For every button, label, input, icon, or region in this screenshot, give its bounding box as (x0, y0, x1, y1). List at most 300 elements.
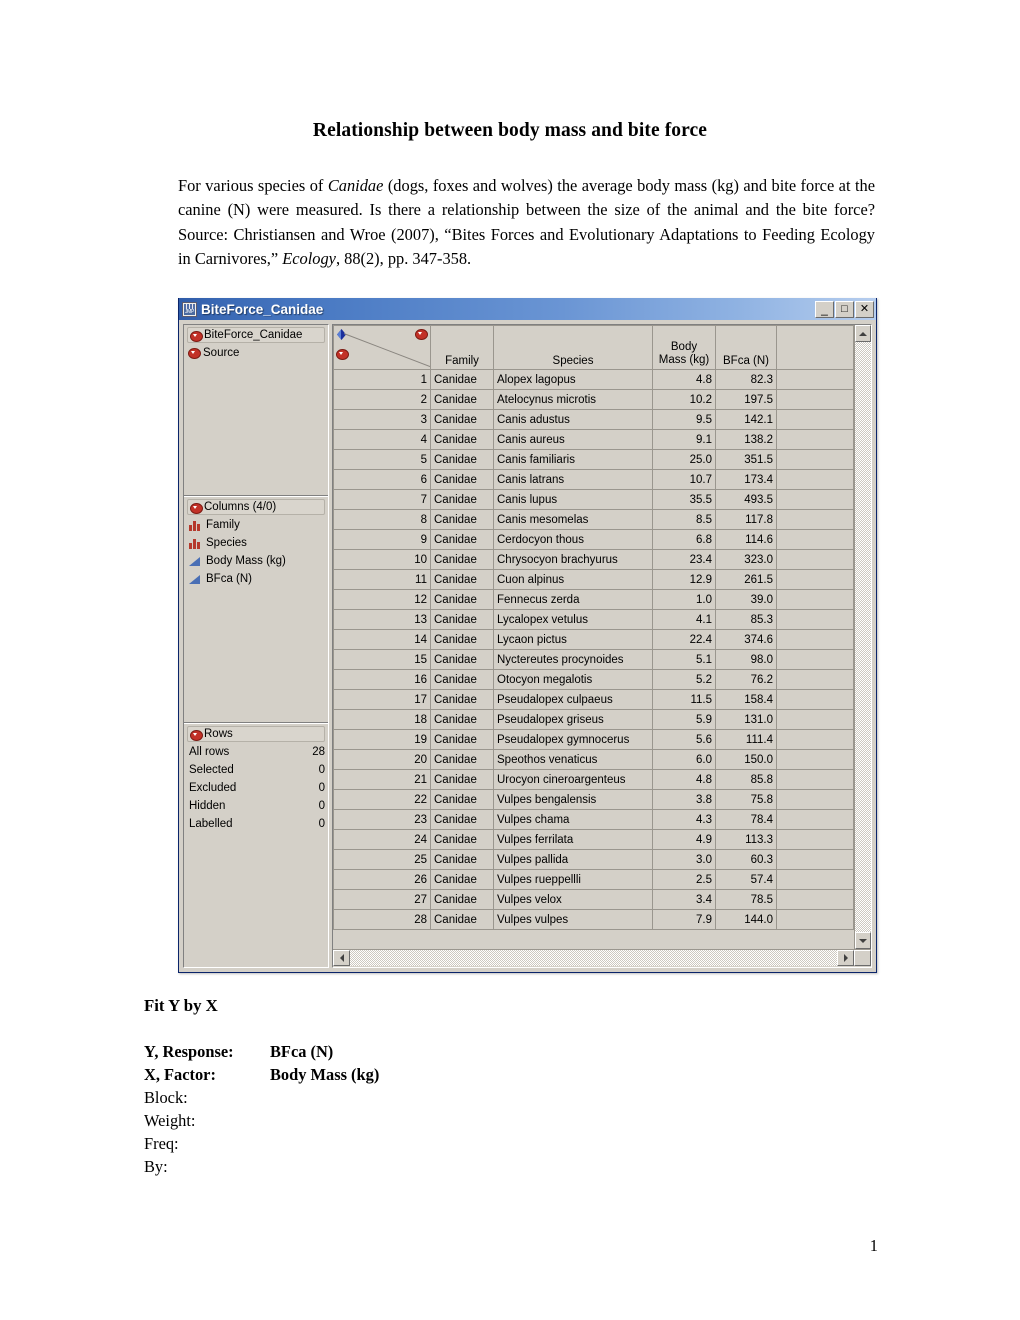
cell-body-mass[interactable]: 23.4 (653, 550, 716, 570)
column-header-empty (777, 326, 854, 370)
cell-species[interactable]: Vulpes rueppellli (494, 870, 653, 890)
header-line-2: Mass (kg) (658, 354, 710, 366)
row-number[interactable]: 7 (334, 490, 431, 510)
columns-menu-triangle-icon[interactable] (415, 329, 426, 338)
cell-species[interactable]: Fennecus zerda (494, 590, 653, 610)
cell-family[interactable]: Canidae (431, 650, 494, 670)
cell-body-mass[interactable]: 3.8 (653, 790, 716, 810)
cell-family[interactable]: Canidae (431, 750, 494, 770)
column-item-family[interactable] (184, 516, 328, 534)
cell-empty (777, 450, 854, 470)
analysis-field-row (144, 1132, 379, 1155)
triangle-down-icon (859, 939, 867, 943)
cell-bfca[interactable]: 493.5 (716, 490, 777, 510)
cell-bfca[interactable]: 75.8 (716, 790, 777, 810)
cell-body-mass[interactable]: 4.8 (653, 770, 716, 790)
table-row[interactable] (334, 850, 854, 870)
cell-empty (777, 730, 854, 750)
table-corner-cell[interactable] (334, 326, 431, 370)
table-row[interactable] (334, 570, 854, 590)
table-row[interactable] (334, 510, 854, 530)
row-number[interactable]: 15 (334, 650, 431, 670)
cell-bfca[interactable]: 261.5 (716, 570, 777, 590)
column-label: Species (206, 537, 247, 549)
cell-bfca[interactable]: 39.0 (716, 590, 777, 610)
cell-family[interactable]: Canidae (431, 770, 494, 790)
row-number[interactable]: 24 (334, 830, 431, 850)
table-row[interactable] (334, 670, 854, 690)
cell-bfca[interactable]: 158.4 (716, 690, 777, 710)
rows-stat-row[interactable] (184, 797, 328, 815)
cell-empty (777, 650, 854, 670)
vertical-scrollbar[interactable] (854, 325, 871, 949)
cell-bfca[interactable]: 85.3 (716, 610, 777, 630)
row-number[interactable]: 28 (334, 910, 431, 930)
row-number[interactable]: 9 (334, 530, 431, 550)
minimize-icon: _ (821, 301, 828, 316)
paragraph-text: For various species of (178, 176, 328, 195)
columns-panel (184, 497, 328, 588)
rows-panel (184, 724, 328, 833)
data-table (333, 325, 854, 930)
cell-empty (777, 790, 854, 810)
table-row[interactable] (334, 550, 854, 570)
cell-body-mass[interactable]: 8.5 (653, 510, 716, 530)
intro-paragraph (178, 174, 875, 271)
cell-body-mass[interactable]: 5.6 (653, 730, 716, 750)
analysis-field-label: By: (144, 1157, 168, 1176)
rows-stat-label: All rows (189, 746, 230, 758)
cell-bfca[interactable]: 351.5 (716, 450, 777, 470)
cell-body-mass[interactable]: 22.4 (653, 630, 716, 650)
table-row[interactable] (334, 830, 854, 850)
red-triangle-icon[interactable] (188, 348, 199, 357)
cell-species[interactable]: Pseudalopex griseus (494, 710, 653, 730)
nominal-column-icon (189, 520, 201, 531)
cell-species[interactable]: Canis mesomelas (494, 510, 653, 530)
scroll-down-button[interactable] (855, 932, 871, 949)
cell-bfca[interactable]: 150.0 (716, 750, 777, 770)
cell-body-mass[interactable]: 7.9 (653, 910, 716, 930)
cell-species[interactable]: Vulpes bengalensis (494, 790, 653, 810)
cell-bfca[interactable]: 60.3 (716, 850, 777, 870)
continuous-column-icon (189, 574, 201, 585)
row-number[interactable]: 21 (334, 770, 431, 790)
cell-body-mass[interactable]: 35.5 (653, 490, 716, 510)
cell-bfca[interactable]: 76.2 (716, 670, 777, 690)
cell-family[interactable]: Canidae (431, 490, 494, 510)
rows-stat-value: 0 (318, 782, 325, 794)
cell-species[interactable]: Otocyon megalotis (494, 670, 653, 690)
cell-bfca[interactable]: 111.4 (716, 730, 777, 750)
cell-body-mass[interactable]: 4.9 (653, 830, 716, 850)
analysis-field-value: Body Mass (kg) (270, 1065, 380, 1084)
window-controls (815, 301, 874, 318)
cell-family[interactable]: Canidae (431, 470, 494, 490)
cell-body-mass[interactable]: 6.8 (653, 530, 716, 550)
cell-empty (777, 390, 854, 410)
cell-species[interactable]: Canis lupus (494, 490, 653, 510)
row-number[interactable]: 17 (334, 690, 431, 710)
sidebar-item-source[interactable] (188, 344, 328, 361)
cell-species[interactable]: Lycaon pictus (494, 630, 653, 650)
table-row[interactable] (334, 390, 854, 410)
table-row[interactable] (334, 630, 854, 650)
table-row[interactable] (334, 470, 854, 490)
window-title: BiteForce_Canidae (201, 301, 324, 317)
column-header-family[interactable]: Family (431, 326, 494, 370)
row-number[interactable]: 3 (334, 410, 431, 430)
cell-bfca[interactable]: 117.8 (716, 510, 777, 530)
jmp-app-icon: JMP (182, 302, 197, 317)
cell-bfca[interactable]: 85.8 (716, 770, 777, 790)
rows-stat-value: 0 (318, 764, 325, 776)
cell-species[interactable]: Cuon alpinus (494, 570, 653, 590)
cell-species[interactable]: Alopex lagopus (494, 370, 653, 390)
row-number[interactable]: 25 (334, 850, 431, 870)
table-row[interactable] (334, 770, 854, 790)
cell-species[interactable]: Canis aureus (494, 430, 653, 450)
cell-family[interactable]: Canidae (431, 510, 494, 530)
cell-empty (777, 850, 854, 870)
row-number[interactable]: 1 (334, 370, 431, 390)
cell-bfca[interactable]: 82.3 (716, 370, 777, 390)
cell-body-mass[interactable]: 9.1 (653, 430, 716, 450)
cell-family[interactable]: Canidae (431, 810, 494, 830)
cell-species[interactable]: Vulpes chama (494, 810, 653, 830)
row-number[interactable]: 23 (334, 810, 431, 830)
rows-stat-value: 0 (318, 800, 325, 812)
rows-stat-row[interactable] (184, 815, 328, 833)
table-name-label: BiteForce_Canidae (204, 329, 303, 341)
column-item-body-mass[interactable] (184, 552, 328, 570)
table-sidebar (183, 324, 329, 968)
cell-bfca[interactable]: 78.5 (716, 890, 777, 910)
row-number[interactable]: 13 (334, 610, 431, 630)
table-row[interactable] (334, 590, 854, 610)
table-row[interactable] (334, 430, 854, 450)
cell-family[interactable]: Canidae (431, 730, 494, 750)
cell-empty (777, 690, 854, 710)
maximize-button[interactable] (835, 301, 854, 318)
rows-stat-row[interactable] (184, 779, 328, 797)
scroll-left-button[interactable] (333, 950, 350, 966)
cell-body-mass[interactable]: 10.2 (653, 390, 716, 410)
cell-empty (777, 510, 854, 530)
cell-family[interactable]: Canidae (431, 890, 494, 910)
row-number[interactable]: 11 (334, 570, 431, 590)
cell-family[interactable]: Canidae (431, 850, 494, 870)
cell-bfca[interactable]: 197.5 (716, 390, 777, 410)
analysis-field-row (144, 1109, 379, 1132)
cell-species[interactable]: Pseudalopex culpaeus (494, 690, 653, 710)
table-row[interactable] (334, 790, 854, 810)
cell-bfca[interactable]: 114.6 (716, 530, 777, 550)
column-header-bfca[interactable]: BFca (N) (716, 326, 777, 370)
rows-stat-label: Hidden (189, 800, 226, 812)
triangle-right-icon (844, 954, 848, 962)
page-number: 1 (869, 1236, 878, 1255)
column-label: Body Mass (kg) (206, 555, 286, 567)
table-row[interactable] (334, 710, 854, 730)
cell-species[interactable]: Lycalopex vetulus (494, 610, 653, 630)
red-triangle-icon[interactable] (190, 730, 201, 739)
horizontal-scrollbar[interactable] (333, 949, 871, 967)
rows-stat-label: Excluded (189, 782, 237, 794)
cell-body-mass[interactable]: 9.5 (653, 410, 716, 430)
analysis-heading: Fit Y by X (144, 996, 218, 1015)
row-number[interactable]: 22 (334, 790, 431, 810)
cell-family[interactable]: Canidae (431, 570, 494, 590)
analysis-field-row (144, 1086, 379, 1109)
cell-bfca[interactable]: 57.4 (716, 870, 777, 890)
table-row[interactable] (334, 690, 854, 710)
cell-family[interactable]: Canidae (431, 630, 494, 650)
red-triangle-icon[interactable] (190, 503, 201, 512)
cell-empty (777, 470, 854, 490)
cell-bfca[interactable]: 144.0 (716, 910, 777, 930)
cell-body-mass[interactable]: 5.2 (653, 670, 716, 690)
table-panel (184, 325, 328, 361)
cell-species[interactable]: Vulpes ferrilata (494, 830, 653, 850)
scroll-right-button[interactable] (837, 950, 854, 966)
cell-bfca[interactable]: 78.4 (716, 810, 777, 830)
cell-empty (777, 870, 854, 890)
table-row[interactable] (334, 530, 854, 550)
cell-species[interactable]: Vulpes velox (494, 890, 653, 910)
rows-panel-label: Rows (204, 728, 233, 740)
cell-family[interactable]: Canidae (431, 410, 494, 430)
cell-bfca[interactable]: 98.0 (716, 650, 777, 670)
cell-species[interactable]: Pseudalopex gymnocerus (494, 730, 653, 750)
row-number[interactable]: 16 (334, 670, 431, 690)
minimize-button[interactable] (815, 301, 834, 318)
analysis-field-row (144, 1040, 379, 1063)
cell-family[interactable]: Canidae (431, 830, 494, 850)
cell-body-mass[interactable]: 4.8 (653, 370, 716, 390)
cell-empty (777, 570, 854, 590)
cell-family[interactable]: Canidae (431, 610, 494, 630)
cell-family[interactable]: Canidae (431, 370, 494, 390)
row-number[interactable]: 27 (334, 890, 431, 910)
cell-family[interactable]: Canidae (431, 690, 494, 710)
column-item-species[interactable] (184, 534, 328, 552)
rows-stat-row[interactable] (184, 743, 328, 761)
row-number[interactable]: 18 (334, 710, 431, 730)
paragraph-text: , 88(2), pp. 347-358. (335, 248, 472, 268)
table-name-row[interactable] (187, 327, 325, 343)
analysis-field-label: Block: (144, 1088, 188, 1107)
row-number[interactable]: 12 (334, 590, 431, 610)
rows-stat-label: Selected (189, 764, 234, 776)
analysis-field-value: BFca (N) (270, 1042, 334, 1061)
cell-body-mass[interactable]: 6.0 (653, 750, 716, 770)
column-label: Family (206, 519, 240, 531)
cell-species[interactable]: Vulpes vulpes (494, 910, 653, 930)
cell-body-mass[interactable]: 11.5 (653, 690, 716, 710)
scrollbar-corner (854, 950, 871, 966)
table-row[interactable] (334, 750, 854, 770)
header-line-1: Body (670, 341, 698, 353)
cell-family[interactable]: Canidae (431, 390, 494, 410)
sidebar-gap-top (184, 361, 328, 495)
table-header (334, 326, 854, 370)
table-row[interactable] (334, 450, 854, 470)
cell-empty (777, 610, 854, 630)
table-row[interactable] (334, 730, 854, 750)
window-body (179, 320, 876, 972)
cell-species[interactable]: Cerdocyon thous (494, 530, 653, 550)
analysis-fields (144, 1040, 379, 1178)
jmp-data-table-window (178, 298, 877, 973)
cell-empty (777, 410, 854, 430)
cell-bfca[interactable]: 113.3 (716, 830, 777, 850)
cell-empty (777, 810, 854, 830)
cell-species[interactable]: Canis adustus (494, 410, 653, 430)
cell-body-mass[interactable]: 4.3 (653, 810, 716, 830)
cell-species[interactable]: Urocyon cineroargenteus (494, 770, 653, 790)
cell-empty (777, 430, 854, 450)
cell-species[interactable]: Speothos venaticus (494, 750, 653, 770)
cell-body-mass[interactable]: 3.4 (653, 890, 716, 910)
table-row[interactable] (334, 910, 854, 930)
scroll-up-button[interactable] (855, 325, 871, 342)
cell-body-mass[interactable]: 12.9 (653, 570, 716, 590)
data-grid[interactable] (333, 325, 854, 949)
cell-empty (777, 750, 854, 770)
analysis-field-label: Y, Response: (144, 1042, 234, 1061)
cell-species[interactable]: Vulpes pallida (494, 850, 653, 870)
vscroll-track[interactable] (855, 342, 871, 932)
cell-empty (777, 530, 854, 550)
cell-body-mass[interactable]: 5.9 (653, 710, 716, 730)
cell-bfca[interactable]: 131.0 (716, 710, 777, 730)
cell-species[interactable]: Nyctereutes procynoides (494, 650, 653, 670)
table-row[interactable] (334, 610, 854, 630)
analysis-field-label: Freq: (144, 1134, 179, 1153)
close-button[interactable] (855, 301, 874, 318)
header-row (334, 326, 854, 370)
cell-species[interactable]: Atelocynus microtis (494, 390, 653, 410)
rows-stat-value: 0 (318, 818, 325, 830)
cell-family[interactable]: Canidae (431, 550, 494, 570)
maximize-icon: □ (841, 302, 848, 315)
cell-family[interactable]: Canidae (431, 590, 494, 610)
cell-empty (777, 830, 854, 850)
cell-family[interactable]: Canidae (431, 530, 494, 550)
column-header-body-mass[interactable] (653, 326, 716, 370)
cell-family[interactable]: Canidae (431, 870, 494, 890)
cell-family[interactable]: Canidae (431, 430, 494, 450)
row-number[interactable]: 20 (334, 750, 431, 770)
cell-bfca[interactable]: 323.0 (716, 550, 777, 570)
cell-empty (777, 550, 854, 570)
nominal-column-icon (189, 538, 201, 549)
rows-panel-header[interactable] (187, 726, 325, 742)
cell-bfca[interactable]: 173.4 (716, 470, 777, 490)
cell-empty (777, 370, 854, 390)
cell-body-mass[interactable]: 4.1 (653, 610, 716, 630)
hscroll-track[interactable] (350, 950, 837, 966)
cell-family[interactable]: Canidae (431, 450, 494, 470)
rows-menu-triangle-icon[interactable] (336, 349, 347, 358)
column-item-bfca[interactable] (184, 570, 328, 588)
cell-body-mass[interactable]: 5.1 (653, 650, 716, 670)
cell-species[interactable]: Canis latrans (494, 470, 653, 490)
grid-and-vscroll (333, 325, 871, 949)
cell-bfca[interactable]: 142.1 (716, 410, 777, 430)
sidebar-gap-mid (184, 588, 328, 722)
cell-family[interactable]: Canidae (431, 910, 494, 930)
columns-panel-header[interactable] (187, 499, 325, 515)
cell-body-mass[interactable]: 3.0 (653, 850, 716, 870)
cell-body-mass[interactable]: 1.0 (653, 590, 716, 610)
cell-empty (777, 890, 854, 910)
rows-stat-row[interactable] (184, 761, 328, 779)
row-number[interactable]: 10 (334, 550, 431, 570)
table-body (334, 370, 854, 930)
close-icon: ✕ (859, 302, 870, 315)
cell-bfca[interactable]: 374.6 (716, 630, 777, 650)
table-row[interactable] (334, 650, 854, 670)
data-table-region (332, 324, 872, 968)
row-number[interactable]: 8 (334, 510, 431, 530)
rows-stat-label: Labelled (189, 818, 233, 830)
row-number[interactable]: 4 (334, 430, 431, 450)
cell-empty (777, 670, 854, 690)
paragraph-text: (dogs, foxes and wolves) the average body mass (kg) and bite force at the canine (N) were measured. Is there a relationship between the size of the animal and the bite force? Source: Christiansen and Wroe (2007), “Bites Forces and Evolutionary Adaptations to Feeding Ecology in Carnivores,” (178, 176, 875, 268)
table-row[interactable] (334, 890, 854, 910)
cell-body-mass[interactable]: 25.0 (653, 450, 716, 470)
table-row[interactable] (334, 410, 854, 430)
cell-body-mass[interactable]: 10.7 (653, 470, 716, 490)
cell-empty (777, 710, 854, 730)
row-number[interactable]: 19 (334, 730, 431, 750)
table-row[interactable] (334, 870, 854, 890)
italic-term: Canidae (327, 176, 384, 195)
cell-empty (777, 910, 854, 930)
table-row[interactable] (334, 810, 854, 830)
analysis-field-label: X, Factor: (144, 1065, 216, 1084)
analysis-field-label: Weight: (144, 1111, 196, 1130)
window-titlebar[interactable] (179, 298, 876, 320)
italic-term: Ecology (282, 248, 336, 268)
cell-family[interactable]: Canidae (431, 670, 494, 690)
cell-bfca[interactable]: 138.2 (716, 430, 777, 450)
analysis-block (144, 996, 379, 1178)
cell-species[interactable]: Canis familiaris (494, 450, 653, 470)
row-number[interactable]: 2 (334, 390, 431, 410)
column-header-species[interactable]: Species (494, 326, 653, 370)
row-number[interactable]: 26 (334, 870, 431, 890)
red-triangle-icon[interactable] (190, 331, 201, 340)
cell-family[interactable]: Canidae (431, 790, 494, 810)
table-row[interactable] (334, 370, 854, 390)
cell-empty (777, 490, 854, 510)
column-label: BFca (N) (206, 573, 252, 585)
table-row[interactable] (334, 490, 854, 510)
cell-family[interactable]: Canidae (431, 710, 494, 730)
cell-body-mass[interactable]: 2.5 (653, 870, 716, 890)
cell-empty (777, 770, 854, 790)
row-number[interactable]: 6 (334, 470, 431, 490)
row-number[interactable]: 5 (334, 450, 431, 470)
analysis-field-row (144, 1063, 379, 1086)
columns-panel-label: Columns (4/0) (204, 501, 277, 513)
cell-species[interactable]: Chrysocyon brachyurus (494, 550, 653, 570)
row-number[interactable]: 14 (334, 630, 431, 650)
rows-stat-value: 28 (312, 746, 325, 758)
